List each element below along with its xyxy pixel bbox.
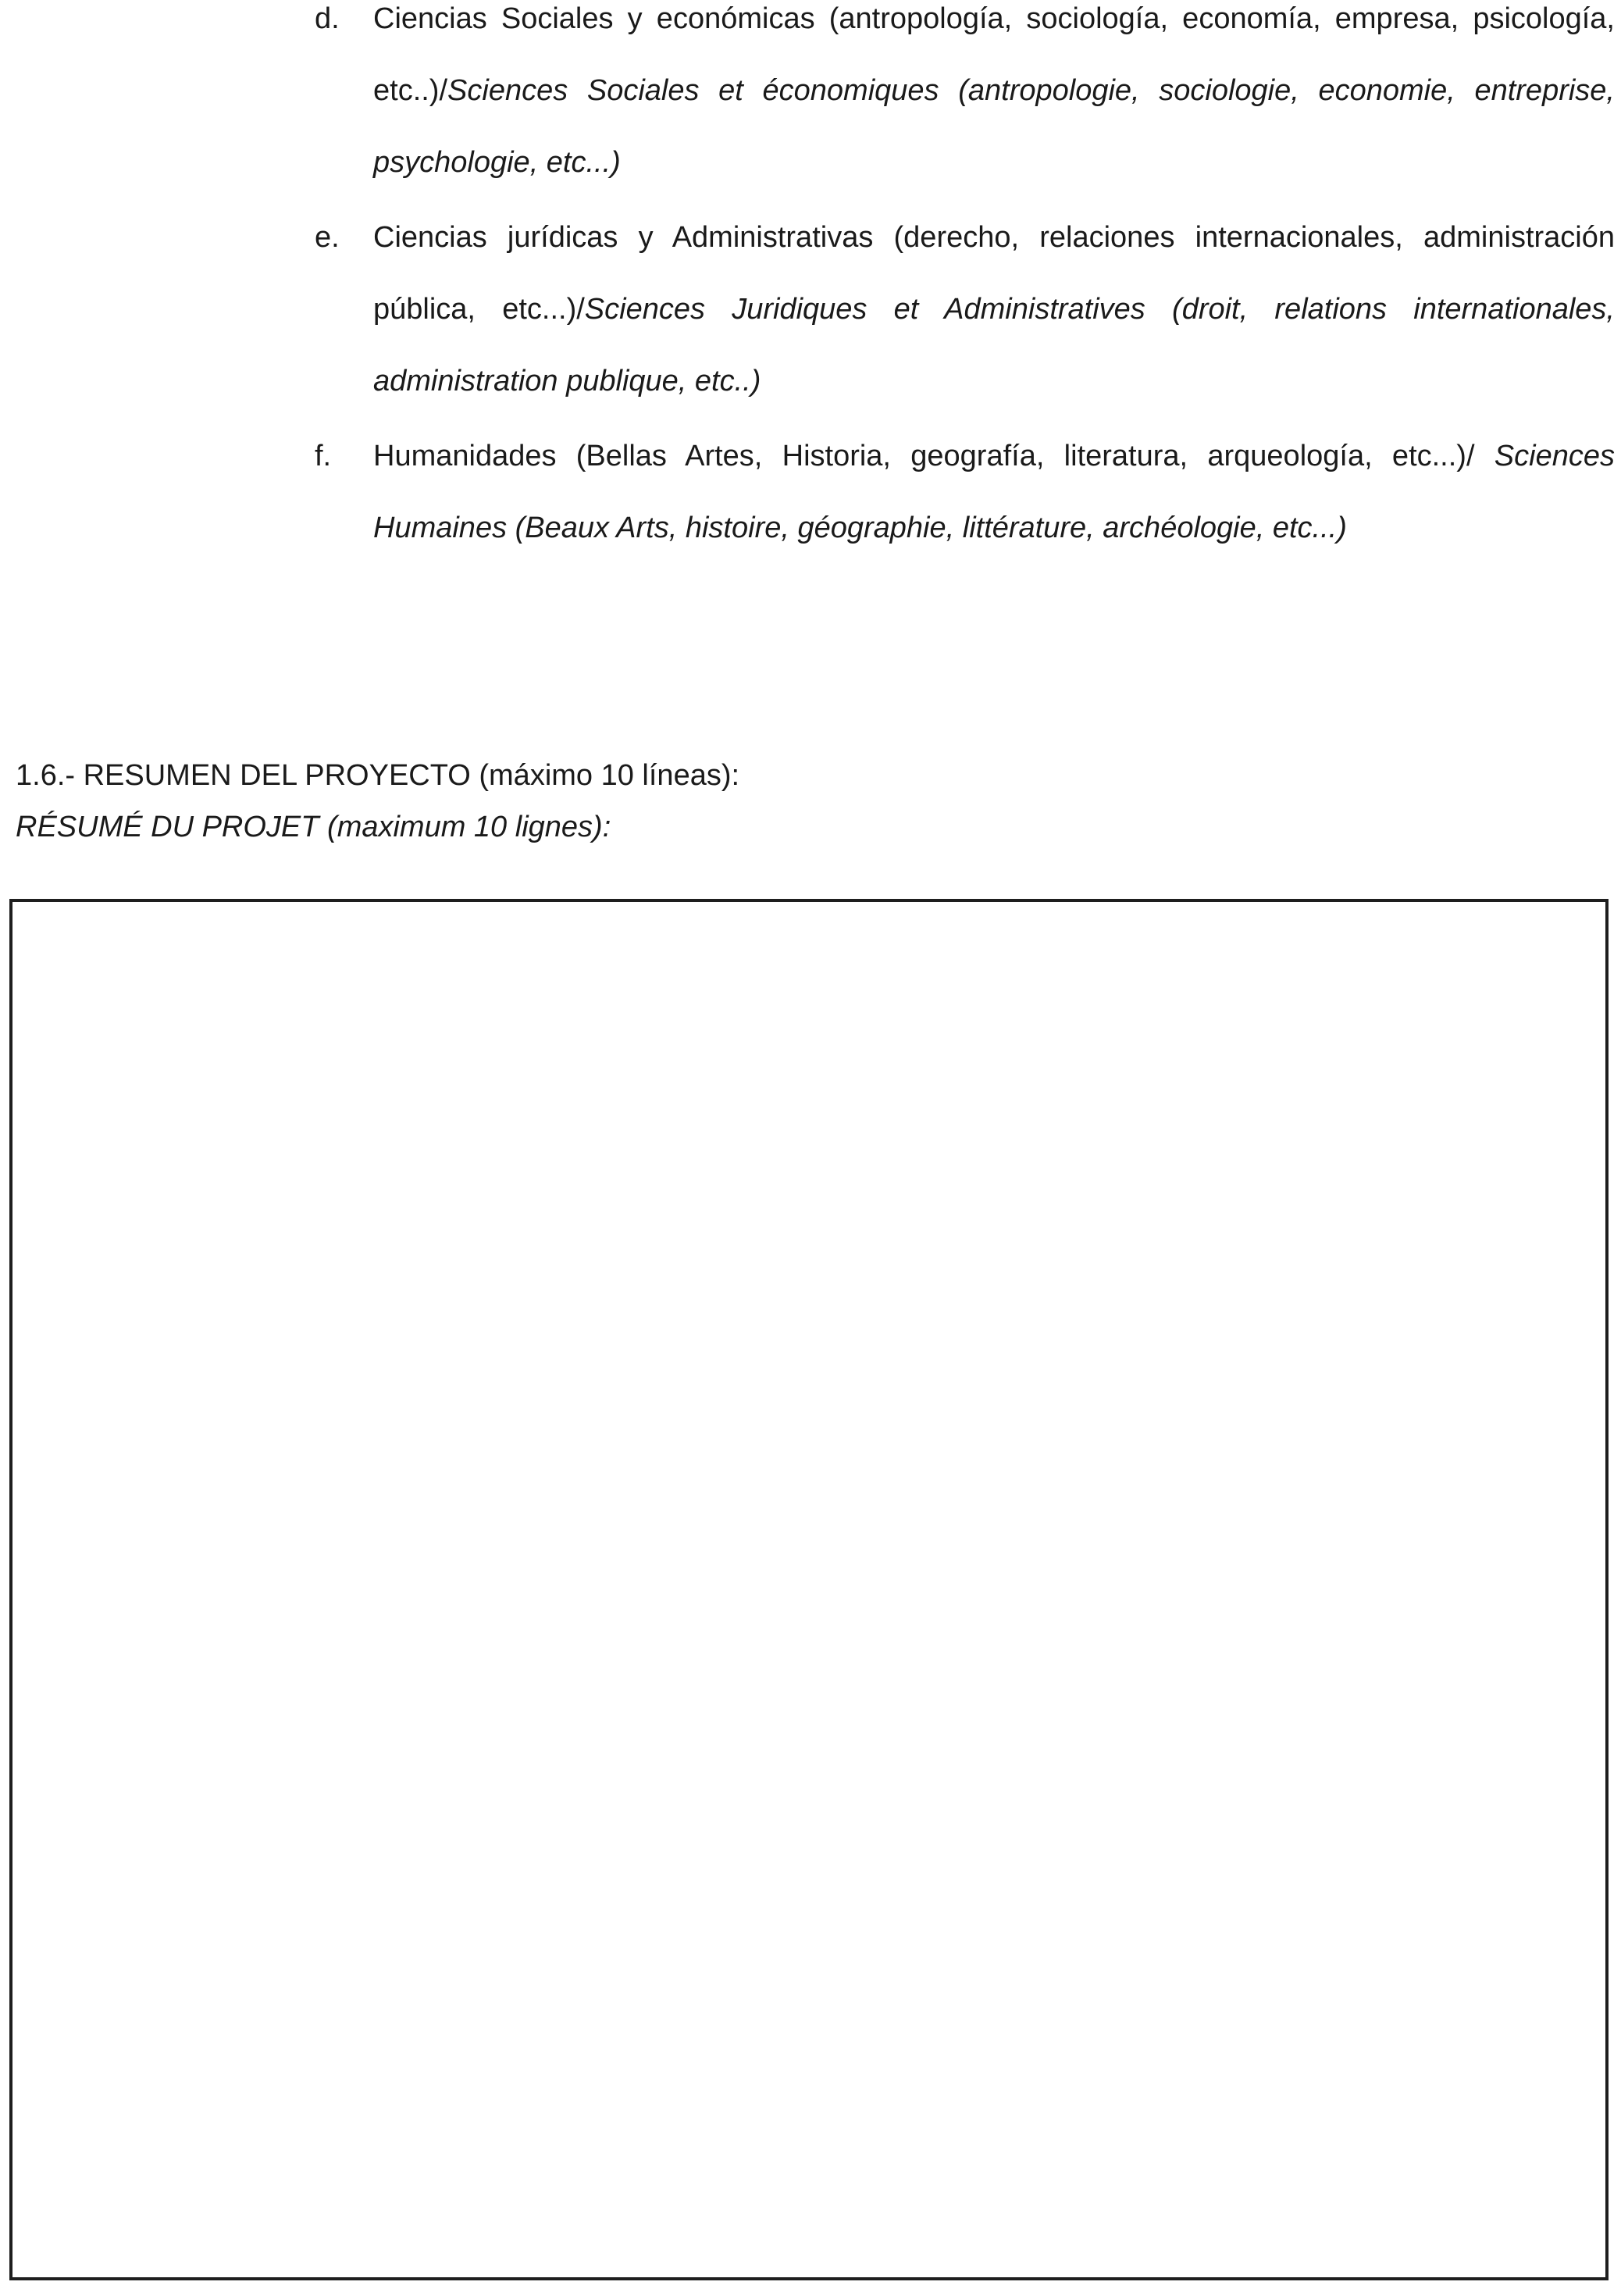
section-heading-es xyxy=(16,750,739,801)
category-text xyxy=(373,201,1615,417)
category-text-fr: Sciences Juridiques et Administratives (droit, relations internationales, administration publique, etc..) xyxy=(373,293,1615,398)
category-text-es: Ciencias Sociales y económicas (antropología, sociología, economía, empresa, psicología, etc..)/ xyxy=(373,2,1615,107)
category-text-es: Ciencias jurídicas y Administrativas (derecho, relaciones internacionales, administración pública, etc...)/ xyxy=(373,221,1615,326)
category-text xyxy=(373,420,1615,564)
category-text-fr: Sciences Humaines (Beaux Arts, histoire, géographie, littérature, archéologie, etc...) xyxy=(373,440,1615,544)
section-title-es: RESUMEN DEL PROYECTO (máximo 10 líneas): xyxy=(83,759,740,792)
category-item-f xyxy=(315,420,1615,564)
section-project-summary xyxy=(16,750,739,853)
project-summary-answer-box[interactable] xyxy=(9,899,1609,2280)
discipline-category-list xyxy=(315,0,1615,567)
category-item-e xyxy=(315,201,1615,417)
list-marker: f. xyxy=(315,440,332,472)
list-marker: d. xyxy=(315,2,340,35)
section-title-fr: RÉSUMÉ DU PROJET (maximum 10 lignes): xyxy=(16,811,611,843)
list-marker: e. xyxy=(315,221,340,254)
section-number: 1.6.- xyxy=(16,759,76,792)
category-item-d xyxy=(315,0,1615,198)
category-text-fr: Sciences Sociales et économiques (antropologie, sociologie, economie, entreprise, psychologie, etc...) xyxy=(373,74,1615,179)
category-text-es: Humanidades (Bellas Artes, Historia, geografía, literatura, arqueología, etc...)/ xyxy=(373,440,1495,472)
category-text xyxy=(373,0,1615,198)
